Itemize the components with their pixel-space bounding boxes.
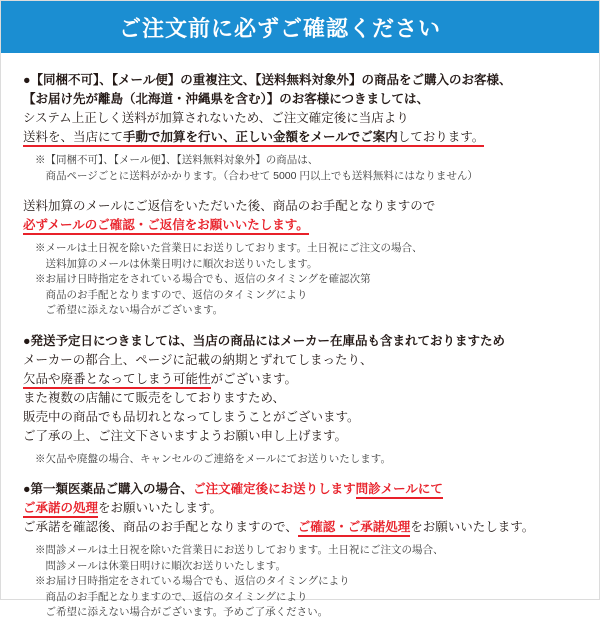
- notice-text-bold: ご承諾の処理: [23, 501, 98, 518]
- notice-line-emphasis: [23, 518, 577, 537]
- notice-note: 商品ページごとに送料がかかります。（合わせて 5000 円以上でも送料無料にはなりません）: [35, 169, 478, 182]
- notice-note: 問診メールは休業日明けに順次お送りいたします。: [35, 559, 286, 572]
- notice-note: 商品のお手配となりますので、返信のタイミングにより: [35, 590, 308, 603]
- notice-note: ※メールは土日祝を除いた営業日にお送りしております。土日祝にご注文の場合、: [35, 242, 423, 254]
- notice-line: システム上正しく送料が加算されないため、ご注文確定後に当店より: [23, 111, 409, 125]
- notice-text: 送料を、当店にて: [23, 130, 123, 147]
- notice-line-emphasis: [23, 370, 577, 389]
- notice-note: ※問診メールは土日祝を除いた営業日にお送りしております。土日祝にご注文の場合、: [35, 544, 444, 556]
- section-reply: [23, 197, 577, 319]
- notice-text: ご承諾を確認後、商品のお手配となりますので、: [23, 520, 298, 534]
- notice-text: をお願いいたします。: [410, 520, 535, 534]
- notice-line: メーカーの都合上、ページに記載の納期とずれてしまったり、: [23, 352, 373, 367]
- section-shipping-date: [23, 332, 577, 468]
- notice-line-emphasis: [23, 499, 577, 518]
- notice-note: ※欠品や廃盤の場合、キャンセルのご連絡をメールにてお送りいたします。: [35, 452, 391, 465]
- notice-body: [1, 53, 599, 621]
- page-title: ご注文前に必ずご確認ください: [119, 15, 442, 41]
- notice-line: また複数の店舗にて販売をしておりますため、: [23, 390, 286, 405]
- notice-text: ●第一類医薬品ご購入の場合、: [23, 482, 194, 496]
- notice-line: ●【同梱不可】、【メール便】の重複注文、【送料無料対象外】の商品をご購入のお客様、: [23, 73, 512, 87]
- notice-text: をお願いいたします。: [98, 501, 223, 515]
- notice-note: ※【同梱不可】、【メール便】、【送料無料対象外】の商品は、: [35, 154, 319, 166]
- notice-note: ご希望に添えない場合がございます。予めご了承ください。: [35, 606, 329, 618]
- notice-text: しております。: [398, 130, 485, 147]
- notice-line-emphasis: [23, 128, 577, 147]
- notice-line: 送料加算のメールにご返信をいただいた後、商品のお手配となりますので: [23, 199, 436, 213]
- notice-line-emphasis: [23, 480, 577, 499]
- notice-text-bold: 必ずメールのご確認・ご返信をお願いいたします。: [23, 218, 309, 235]
- notice-text-bold: 手動で加算を行い、正しい金額をメールでご案内: [123, 130, 398, 147]
- notice-note: 商品のお手配となりますので、返信のタイミングにより: [35, 288, 308, 301]
- notice-text: 欠品や廃番となってしまう可能性: [23, 372, 211, 389]
- section-medicine: [23, 480, 577, 621]
- notice-line: 販売中の商品でも品切れとなってしまうことがございます。: [23, 409, 360, 424]
- notice-line-emphasis: [23, 216, 577, 235]
- page-header: [1, 1, 599, 53]
- notice-note: ※お届け日時指定をされている場合でも、返信のタイミングにより: [35, 575, 350, 587]
- notice-text-bold: ご確認・ご承諾処理: [298, 520, 411, 537]
- notice-line: ●発送予定日につきましては、当店の商品にはメーカー在庫品も含まれておりますため: [23, 333, 506, 348]
- notice-text: がございます。: [210, 371, 298, 386]
- notice-line: ご了承の上、ご注文下さいますようお願い申し上げます。: [23, 428, 348, 443]
- section-bundling: [23, 71, 577, 184]
- notice-text-red: ご注文確定後にお送りします: [193, 482, 356, 496]
- notice-note: ※お届け日時指定をされている場合でも、返信のタイミングを確認次第: [35, 273, 371, 285]
- notice-note: ご希望に添えない場合がございます。: [35, 304, 224, 316]
- notice-note: 送料加算のメールは休業日明けに順次お送りいたします。: [35, 257, 318, 270]
- notice-line: 【お届け先が離島（北海道・沖縄県を含む）】のお客様につきましては、: [23, 92, 430, 106]
- notice-text-bold: 問診メールにて: [356, 482, 443, 499]
